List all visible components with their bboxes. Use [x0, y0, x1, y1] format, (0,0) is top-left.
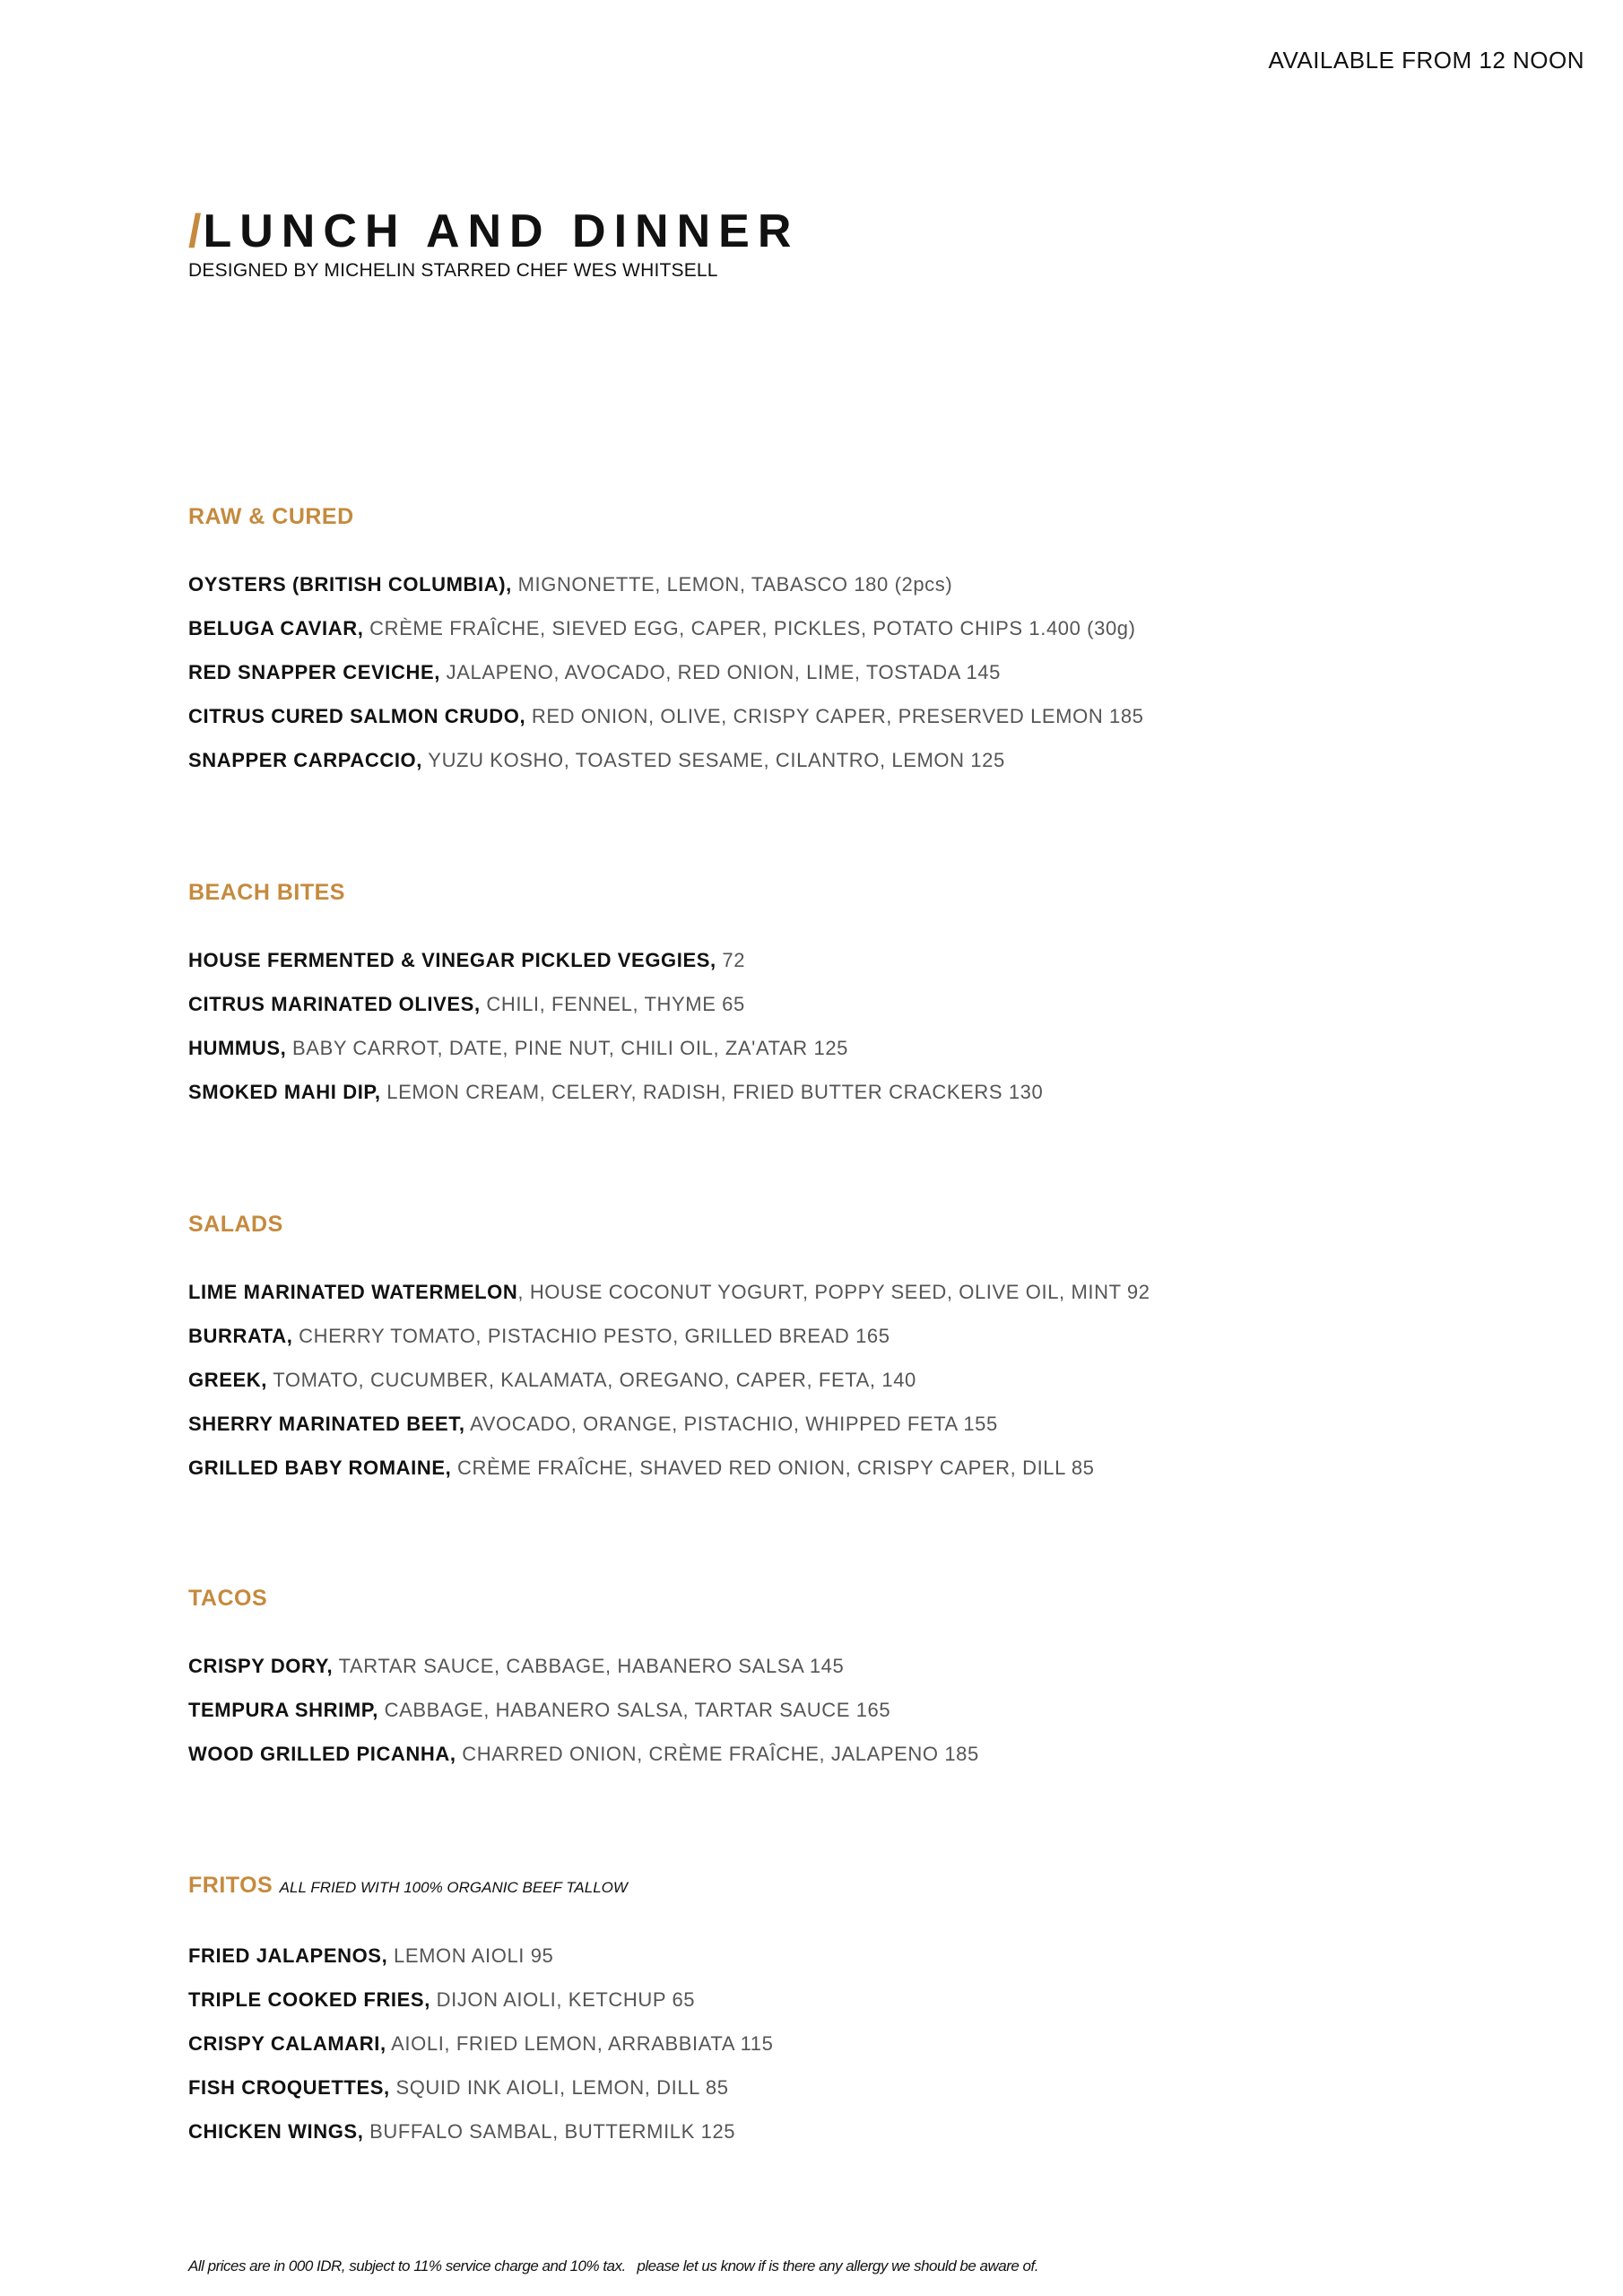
item-name: GRILLED BABY ROMAINE,: [188, 1457, 452, 1479]
menu-item: [188, 562, 1144, 606]
menu-item: [188, 1026, 1043, 1070]
section-tacos: [188, 1585, 979, 1776]
item-description: MIGNONETTE, LEMON, TABASCO 180 (2pcs): [511, 573, 953, 596]
item-name: RED SNAPPER CEVICHE,: [188, 661, 440, 683]
item-name: GREEK,: [188, 1369, 267, 1391]
item-name: SNAPPER CARPACCIO,: [188, 749, 422, 771]
menu-item: [188, 1688, 979, 1732]
item-name: OYSTERS (BRITISH COLUMBIA),: [188, 573, 512, 596]
menu-item: [188, 738, 1144, 782]
item-name: CHICKEN WINGS,: [188, 2120, 364, 2143]
menu-item: [188, 650, 1144, 694]
item-name: SHERRY MARINATED BEET,: [188, 1413, 465, 1435]
menu-item: [188, 938, 1043, 982]
title-slash: /: [188, 205, 204, 257]
item-name: CITRUS CURED SALMON CRUDO,: [188, 705, 526, 727]
item-description: CHARRED ONION, CRÈME FRAÎCHE, JALAPENO 185: [456, 1743, 979, 1765]
item-description: TOMATO, CUCUMBER, KALAMATA, OREGANO, CAPER, FETA, 140: [266, 1369, 916, 1391]
item-description: AIOLI, FRIED LEMON, ARRABBIATA 115: [386, 2032, 774, 2055]
menu-item: [188, 2109, 773, 2153]
item-name: TEMPURA SHRIMP,: [188, 1699, 378, 1721]
item-description: LEMON CREAM, CELERY, RADISH, FRIED BUTTER CRACKERS 130: [380, 1081, 1044, 1103]
menu-item: [188, 2066, 773, 2109]
menu-item: [188, 606, 1144, 650]
item-name: FISH CROQUETTES,: [188, 2076, 390, 2099]
item-name: SMOKED MAHI DIP,: [188, 1081, 381, 1103]
item-description: YUZU KOSHO, TOASTED SESAME, CILANTRO, LEMON 125: [421, 749, 1005, 771]
menu-item: [188, 1732, 979, 1776]
menu-item: [188, 1314, 1150, 1358]
item-description: CRÈME FRAÎCHE, SHAVED RED ONION, CRISPY CAPER, DILL 85: [451, 1457, 1095, 1479]
section-heading: BEACH BITES: [188, 880, 345, 905]
menu-item: [188, 1446, 1150, 1490]
page-subtitle: DESIGNED BY MICHELIN STARRED CHEF WES WHITSELL: [188, 260, 718, 281]
menu-item: [188, 1978, 773, 2022]
section-heading: TACOS: [188, 1586, 268, 1611]
menu-item: [188, 1270, 1150, 1314]
section-salads: [188, 1211, 1150, 1490]
section-fritos: [188, 1872, 773, 2153]
menu-header: [188, 204, 799, 282]
item-name: CITRUS MARINATED OLIVES,: [188, 993, 481, 1015]
item-name: BELUGA CAVIAR,: [188, 617, 364, 639]
item-description: CRÈME FRAÎCHE, SIEVED EGG, CAPER, PICKLES, POTATO CHIPS 1.400 (30g): [363, 617, 1136, 639]
item-name: CRISPY CALAMARI,: [188, 2032, 386, 2055]
menu-item: [188, 1070, 1043, 1114]
menu-item: [188, 1402, 1150, 1446]
item-description: TARTAR SAUCE, CABBAGE, HABANERO SALSA 145: [333, 1655, 845, 1677]
item-description: BUFFALO SAMBAL, BUTTERMILK 125: [363, 2120, 736, 2143]
menu-item: [188, 1934, 773, 1978]
section-heading: [188, 1872, 773, 1901]
item-description: CHERRY TOMATO, PISTACHIO PESTO, GRILLED BREAD 165: [292, 1325, 890, 1347]
item-description: DIJON AIOLI, KETCHUP 65: [430, 1988, 696, 2011]
section-note: ALL FRIED WITH 100% ORGANIC BEEF TALLOW: [279, 1879, 628, 1896]
item-description: 72: [716, 949, 746, 971]
item-description: CHILI, FENNEL, THYME 65: [480, 993, 745, 1015]
menu-item: [188, 1644, 979, 1688]
item-description: JALAPENO, AVOCADO, RED ONION, LIME, TOSTADA 145: [439, 661, 1001, 683]
item-name: TRIPLE COOKED FRIES,: [188, 1988, 430, 2011]
item-description: CABBAGE, HABANERO SALSA, TARTAR SAUCE 165: [378, 1699, 891, 1721]
footer-note: All prices are in 000 IDR, subject to 11% service charge and 10% tax. please let us know if is there any allergy we should be aware of.: [188, 2257, 1038, 2274]
item-description: BABY CARROT, DATE, PINE NUT, CHILI OIL, ZA'ATAR 125: [286, 1037, 849, 1059]
item-description: SQUID INK AIOLI, LEMON, DILL 85: [389, 2076, 729, 2099]
menu-item: [188, 1358, 1150, 1402]
item-name: LIME MARINATED WATERMELON: [188, 1281, 518, 1303]
menu-item: [188, 982, 1043, 1026]
availability-note: AVAILABLE FROM 12 NOON: [1268, 47, 1584, 74]
item-description: LEMON AIOLI 95: [387, 1944, 554, 1967]
section-heading: RAW & CURED: [188, 504, 354, 529]
item-name: HOUSE FERMENTED & VINEGAR PICKLED VEGGIES,: [188, 949, 716, 971]
item-name: BURRATA,: [188, 1325, 293, 1347]
menu-item: [188, 694, 1144, 738]
page-title: [188, 204, 799, 258]
item-name: HUMMUS,: [188, 1037, 287, 1059]
menu-item: [188, 2022, 773, 2066]
item-name: CRISPY DORY,: [188, 1655, 334, 1677]
title-text: LUNCH AND DINNER: [203, 205, 800, 257]
item-description: RED ONION, OLIVE, CRISPY CAPER, PRESERVED LEMON 185: [525, 705, 1144, 727]
item-name: WOOD GRILLED PICANHA,: [188, 1743, 456, 1765]
item-description: , HOUSE COCONUT YOGURT, POPPY SEED, OLIVE OIL, MINT 92: [517, 1281, 1150, 1303]
item-description: AVOCADO, ORANGE, PISTACHIO, WHIPPED FETA 155: [464, 1413, 998, 1435]
section-heading: SALADS: [188, 1212, 283, 1237]
section-raw-and-cured: [188, 503, 1144, 782]
item-name: FRIED JALAPENOS,: [188, 1944, 388, 1967]
section-heading-text: FRITOS: [188, 1873, 273, 1898]
section-beach-bites: [188, 879, 1043, 1114]
